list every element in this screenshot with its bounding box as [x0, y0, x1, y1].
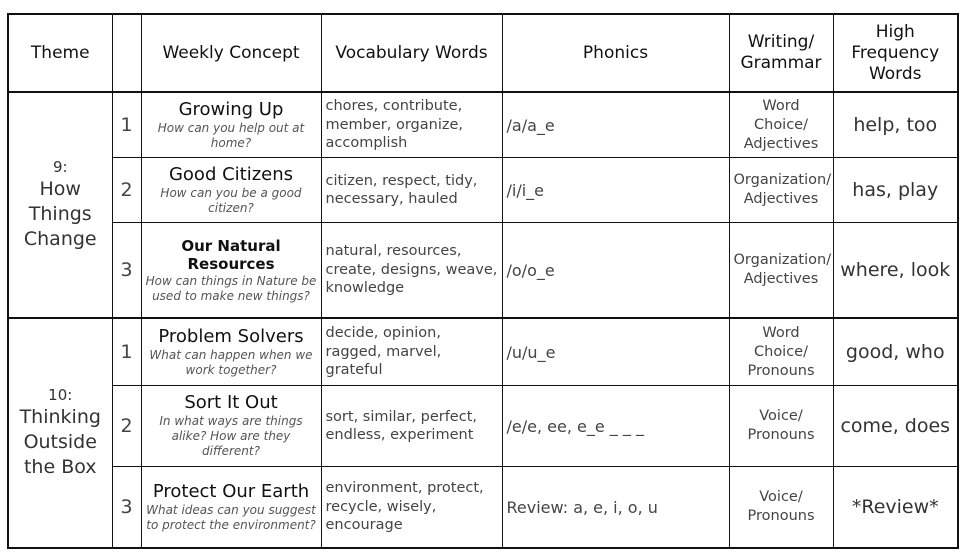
writing-cell: Voice/ Pronouns: [729, 467, 833, 549]
hf-cell: *Review*: [833, 467, 958, 549]
concept-title: Our Natural Resources: [181, 236, 281, 273]
phonics-cell: /o/o_e: [502, 223, 729, 319]
concept-title: Protect Our Earth: [152, 480, 310, 502]
concept-cell: [141, 386, 321, 467]
phonics-cell: /e/e, ee, e_e _ _ _: [502, 386, 729, 467]
table-row: [8, 467, 958, 549]
concept-question: How can you help out at home?: [157, 120, 305, 150]
phonics-cell: Review: a, e, i, o, u: [502, 467, 729, 549]
week-number: 1: [112, 92, 141, 158]
writing-cell: Word Choice/ Adjectives: [729, 92, 833, 158]
week-number: 2: [112, 386, 141, 467]
theme-name: Thinking Outside the Box: [19, 406, 101, 478]
theme-cell: [8, 318, 112, 548]
writing-cell: Voice/ Pronouns: [729, 386, 833, 467]
writing-cell: Word Choice/ Pronouns: [729, 318, 833, 386]
theme-number: 9:: [52, 158, 68, 176]
phonics-cell: /u/u_e: [502, 318, 729, 386]
phonics-cell: /a/a_e: [502, 92, 729, 158]
concept-title: Sort It Out: [184, 392, 278, 413]
table-row: [8, 92, 958, 158]
header-writing: Writing/ Grammar: [729, 14, 833, 92]
concept-question: In what ways are things alike? How are they different?: [159, 414, 303, 458]
week-number: 3: [112, 467, 141, 549]
theme-number: 10:: [48, 386, 73, 404]
vocab-cell: citizen, respect, tidy, necessary, hauled: [321, 158, 502, 223]
concept-cell: [141, 318, 321, 386]
week-number: 1: [112, 318, 141, 386]
writing-cell: Organization/ Adjectives: [729, 223, 833, 319]
table-row: [8, 386, 958, 467]
header-concept: Weekly Concept: [141, 14, 321, 92]
curriculum-table: [7, 13, 959, 549]
concept-cell: [141, 467, 321, 549]
concept-cell: [141, 223, 321, 319]
hf-cell: where, look: [833, 223, 958, 319]
hf-cell: has, play: [833, 158, 958, 223]
concept-title: Good Citizens: [168, 163, 294, 185]
table-row: [8, 223, 958, 319]
hf-cell: help, too: [833, 92, 958, 158]
header-week: [112, 14, 141, 92]
concept-question: How can you be a good citizen?: [160, 185, 302, 215]
table-row: [8, 158, 958, 223]
concept-cell: [141, 92, 321, 158]
concept-title: Problem Solvers: [158, 325, 304, 347]
hf-cell: come, does: [833, 386, 958, 467]
vocab-cell: natural, resources, create, designs, weave, knowledge: [321, 223, 502, 319]
hf-cell: good, who: [833, 318, 958, 386]
phonics-cell: /i/i_e: [502, 158, 729, 223]
concept-cell: [141, 158, 321, 223]
concept-title: Growing Up: [178, 98, 284, 120]
header-row: [8, 14, 958, 92]
theme-name: How Things Change: [23, 178, 97, 250]
concept-question: How can things in Nature be used to make new things?: [145, 273, 317, 303]
concept-question: What can happen when we work together?: [149, 347, 313, 377]
header-vocab: Vocabulary Words: [321, 14, 502, 92]
writing-cell: Organization/ Adjectives: [729, 158, 833, 223]
header-theme: Theme: [8, 14, 112, 92]
vocab-cell: environment, protect, recycle, wisely, encourage: [321, 467, 502, 549]
vocab-cell: chores, contribute, member, organize, accomplish: [321, 92, 502, 158]
week-number: 2: [112, 158, 141, 223]
concept-question: What ideas can you suggest to protect the environment?: [146, 502, 316, 532]
header-phonics: Phonics: [502, 14, 729, 92]
week-number: 3: [112, 223, 141, 319]
theme-cell: [8, 92, 112, 318]
vocab-cell: decide, opinion, ragged, marvel, grateful: [321, 318, 502, 386]
table-row: [8, 318, 958, 386]
vocab-cell: sort, similar, perfect, endless, experiment: [321, 386, 502, 467]
header-hf: High Frequency Words: [833, 14, 958, 92]
